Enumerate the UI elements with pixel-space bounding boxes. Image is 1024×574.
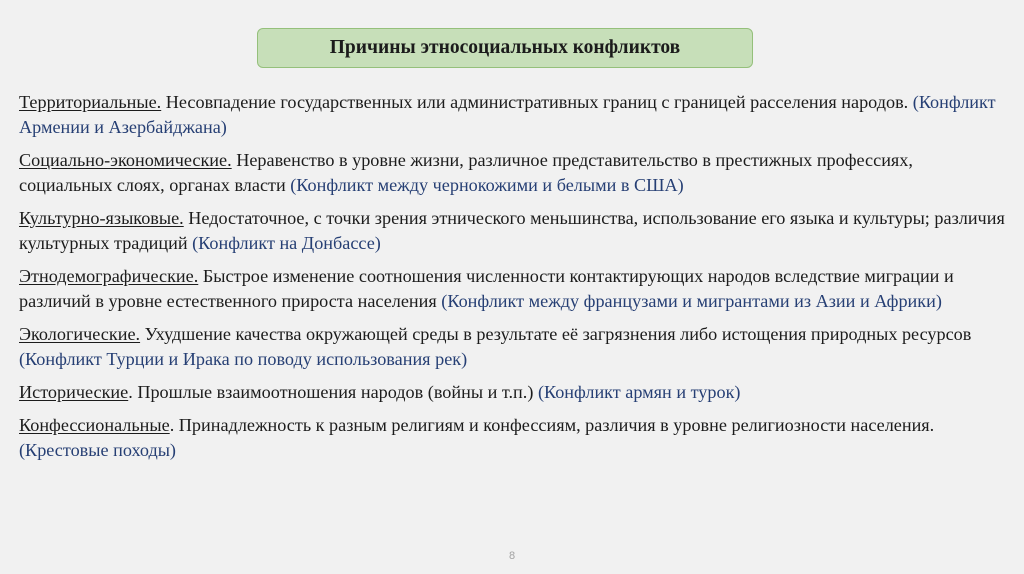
cause-term: Экологические. — [19, 324, 141, 344]
cause-example: (Конфликт на Донбассе) — [192, 233, 381, 253]
cause-term: Территориальные. — [19, 92, 162, 112]
cause-term: Социально-экономические. — [19, 150, 232, 170]
cause-ethno-demographic — [19, 264, 1009, 314]
cause-text: Ухудшение качества окружающей среды в результате её загрязнения либо истощения природных ресурсов — [140, 324, 972, 344]
cause-text: . Принадлежность к разным религиям и конфессиям, различия в уровне религиозности населения. — [169, 415, 935, 435]
slide-title: Причины этносоциальных конфликтов — [329, 37, 681, 58]
cause-example: (Конфликт между чернокожими и белыми в США) — [290, 175, 684, 195]
cause-example: (Конфликт Армении и Азербайджана) — [19, 92, 996, 137]
cause-cultural-linguistic — [19, 206, 1009, 256]
page-number: 8 — [508, 550, 516, 562]
cause-text: Несовпадение государственных или административных границ с границей расселения народов. — [161, 92, 913, 112]
causes-list — [19, 90, 1009, 471]
cause-socio-economic — [19, 148, 1009, 198]
cause-example: (Крестовые походы) — [19, 440, 176, 460]
cause-example: (Конфликт Турции и Ирака по поводу использования рек) — [19, 349, 468, 369]
slide-title-box — [257, 28, 753, 68]
cause-term: Культурно-языковые. — [19, 208, 184, 228]
cause-confessional — [19, 413, 1009, 463]
cause-ecological — [19, 322, 1009, 372]
cause-text: Недостаточное, с точки зрения этнического меньшинства, использование его языка и культуры; различия культурных традиций — [19, 208, 1005, 253]
cause-example: (Конфликт между французами и мигрантами из Азии и Африки) — [441, 291, 942, 311]
cause-text: Неравенство в уровне жизни, различное представительство в престижных профессиях, социальных слоях, органах власти — [19, 150, 913, 195]
cause-historical — [19, 380, 1009, 405]
cause-term: Исторические — [19, 382, 129, 402]
cause-term: Этнодемографические. — [19, 266, 199, 286]
cause-text: . Прошлые взаимоотношения народов (войны и т.п.) — [128, 382, 538, 402]
cause-term: Конфессиональные — [19, 415, 170, 435]
cause-territorial — [19, 90, 1009, 140]
cause-text: Быстрое изменение соотношения численности контактирующих народов вследствие миграции и различий в уровне естественного прироста населения — [19, 266, 954, 311]
cause-example: (Конфликт армян и турок) — [537, 382, 741, 402]
